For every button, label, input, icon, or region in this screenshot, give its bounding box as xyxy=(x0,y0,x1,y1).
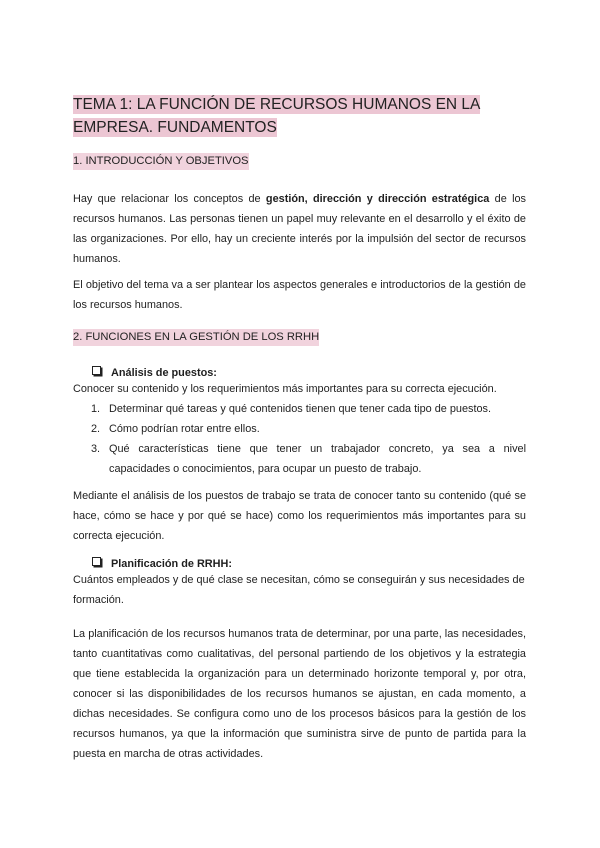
list-item xyxy=(73,399,526,419)
analisis-paragraph: Mediante el análisis de los puestos de trabajo se trata de conocer tanto su contenido (qué se hace, cómo se hace y por qué se hace) como los requerimientos más importantes para su correcta ejecución. xyxy=(73,490,526,542)
p1-text-bold: gestión, dirección y dirección estratégica xyxy=(265,193,490,205)
document-title-text: TEMA 1: LA FUNCIÓN DE RECURSOS HUMANOS EN LA EMPRESA. FUNDAMENTOS xyxy=(73,96,481,136)
list-number: 1. xyxy=(91,403,101,415)
list-item xyxy=(73,419,526,439)
list-item xyxy=(73,439,526,479)
section-2-heading xyxy=(73,331,319,343)
section-1-heading xyxy=(73,155,249,167)
section-1-heading-text: 1. INTRODUCCIÓN Y OBJETIVOS xyxy=(73,153,249,170)
p1-text-after: de los recursos humanos. Las personas tienen un papel muy relevante en el desarrollo y el éxito de las organizaciones. Por ello, hay un creciente interés por la impulsión del sector de recursos humanos. xyxy=(73,193,526,265)
planificacion-paragraph: La planificación de los recursos humanos trata de determinar, por una parte, las necesidades, tanto cuantitativas como cualitativas, del personal partiendo de los objetivos y la estrategia que tiene establecida la organización para un determinado horizonte temporal y, por otra, conocer si las disponibilidades de los recursos humanos se ajustan, en cada momento, a dichas necesidades. Se configura como uno de los procesos básicos para la gestión de los recursos humanos, ya que la información que suministra sirve de punto de partida para la puesta en marcha de otras actividades. xyxy=(73,628,526,760)
section-1-paragraph-2: El objetivo del tema va a ser plantear los aspectos generales e introductorios de la gestión de los recursos humanos. xyxy=(73,279,526,311)
analisis-description: Conocer su contenido y los requerimientos más importantes para su correcta ejecución. xyxy=(73,383,497,395)
analisis-numbered-list xyxy=(73,399,526,479)
p1-text-before: Hay que relacionar los conceptos de xyxy=(73,193,266,205)
list-item-text: Cómo podrían rotar entre ellos. xyxy=(109,423,260,435)
list-number: 2. xyxy=(91,423,101,435)
bullet-label: Planificación de RRHH: xyxy=(111,558,233,570)
section-2-heading-text: 2. FUNCIONES EN LA GESTIÓN DE LOS RRHH xyxy=(73,329,319,346)
bullet-label: Análisis de puestos: xyxy=(111,367,217,379)
document-title xyxy=(73,93,518,139)
list-item-text: Qué características tiene que tener un trabajador concreto, ya sea a nivel capacidades o conocimientos, para ocupar un puesto de trabajo. xyxy=(109,443,526,475)
checkbox-bullet-icon xyxy=(92,366,101,375)
list-item-text: Determinar qué tareas y qué contenidos tienen que tener cada tipo de puestos. xyxy=(109,403,492,415)
list-number: 3. xyxy=(91,443,101,455)
planificacion-description: Cuántos empleados y de qué clase se necesitan, cómo se conseguirán y sus necesidades de formación. xyxy=(73,574,525,606)
bullet-planificacion-rrhh xyxy=(92,557,232,570)
section-1-paragraph-1 xyxy=(73,189,526,269)
checkbox-bullet-icon xyxy=(92,557,101,566)
bullet-analisis-puestos xyxy=(92,366,217,379)
